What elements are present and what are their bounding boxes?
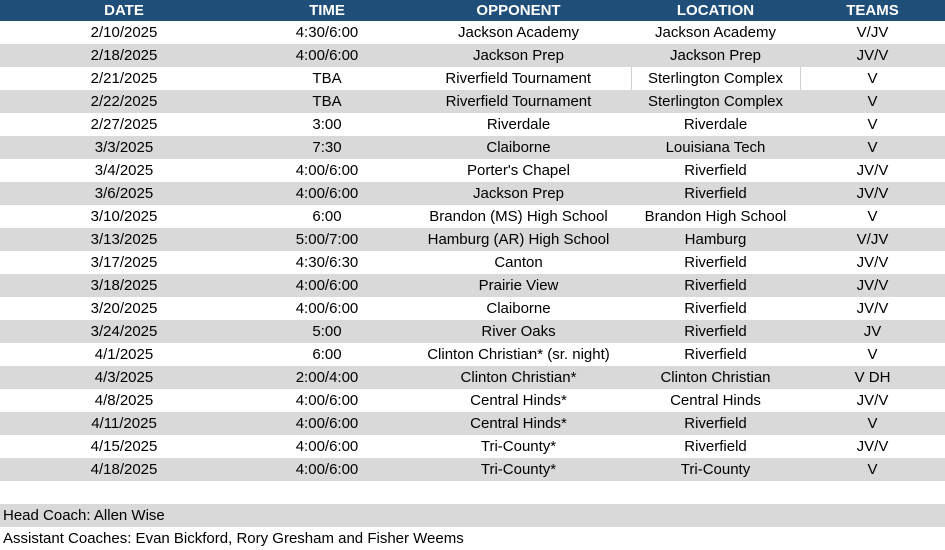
cell-teams: V/JV <box>856 24 889 41</box>
cell-teams: JV/V <box>856 47 889 64</box>
cell-date: 3/17/2025 <box>90 254 158 271</box>
cell-time: 4:00/6:00 <box>295 461 359 478</box>
cell-date: 3/24/2025 <box>90 323 158 340</box>
cell-time: 4:00/6:00 <box>295 162 359 179</box>
cell-teams: V/JV <box>856 231 889 248</box>
table-row <box>0 113 945 136</box>
cell-date: 4/18/2025 <box>90 461 158 478</box>
table-row <box>0 389 945 412</box>
cell-time: 6:00 <box>312 208 342 225</box>
cell-teams: JV/V <box>856 392 889 409</box>
table-row <box>0 343 945 366</box>
table-row <box>0 366 945 389</box>
cell-teams: V <box>867 461 878 478</box>
cell-date: 2/10/2025 <box>90 24 158 41</box>
cell-teams: V <box>867 415 878 432</box>
cell-opponent: Porter's Chapel <box>467 162 570 179</box>
schedule-rows <box>0 21 945 481</box>
cell-teams: JV/V <box>856 185 889 202</box>
cell-opponent: River Oaks <box>481 323 556 340</box>
cell-location: Riverfield <box>684 254 747 271</box>
table-row <box>0 274 945 297</box>
cell-location: Brandon High School <box>644 208 787 225</box>
cell-location: Riverfield <box>684 438 747 455</box>
cell-teams: JV/V <box>856 162 889 179</box>
cell-time: TBA <box>312 93 342 110</box>
table-row <box>0 297 945 320</box>
cell-opponent: Riverfield Tournament <box>445 93 592 110</box>
cell-time: 5:00/7:00 <box>295 231 359 248</box>
blank-row <box>0 481 945 504</box>
cell-time: 7:30 <box>312 139 342 156</box>
cell-teams: JV/V <box>856 254 889 271</box>
cell-date: 3/10/2025 <box>90 208 158 225</box>
cell-opponent: Clinton Christian* (sr. night) <box>427 346 610 363</box>
cell-time: 5:00 <box>312 323 342 340</box>
cell-location: Riverfield <box>684 162 747 179</box>
cell-location: Clinton Christian <box>660 369 771 386</box>
cell-date: 2/22/2025 <box>90 93 158 110</box>
cell-location: Riverfield <box>684 415 747 432</box>
cell-date: 3/6/2025 <box>94 185 154 202</box>
cell-teams: V <box>867 93 878 110</box>
column-header-date: DATE <box>104 2 144 19</box>
cell-date: 4/8/2025 <box>94 392 154 409</box>
cell-location: Riverfield <box>684 300 747 317</box>
cell-date: 2/18/2025 <box>90 47 158 64</box>
cell-time: 4:00/6:00 <box>295 392 359 409</box>
cell-opponent: Jackson Academy <box>458 24 579 41</box>
head-coach-line: Head Coach: Allen Wise <box>0 504 945 527</box>
cell-date: 3/4/2025 <box>94 162 154 179</box>
cell-date: 4/1/2025 <box>94 346 154 363</box>
cell-teams: V <box>867 116 878 133</box>
cell-location: Hamburg <box>684 231 747 248</box>
cell-opponent: Riverfield Tournament <box>406 67 631 90</box>
cell-time: 4:00/6:00 <box>295 47 359 64</box>
cell-time: 4:00/6:00 <box>295 438 359 455</box>
table-row <box>0 412 945 435</box>
cell-date: 2/21/2025 <box>90 70 158 87</box>
cell-location: Jackson Prep <box>670 47 761 64</box>
table-row <box>0 21 945 44</box>
cell-opponent: Canton <box>494 254 543 271</box>
cell-date: 4/3/2025 <box>94 369 154 386</box>
assistant-coaches-line: Assistant Coaches: Evan Bickford, Rory Gresham and Fisher Weems <box>3 530 464 547</box>
cell-opponent: Prairie View <box>478 277 559 294</box>
cell-time: TBA <box>312 70 342 87</box>
cell-date: 4/15/2025 <box>90 438 158 455</box>
table-row <box>0 435 945 458</box>
cell-opponent: Central Hinds* <box>470 392 567 409</box>
cell-location: Sterlington Complex <box>631 67 800 90</box>
cell-opponent: Claiborne <box>486 139 551 156</box>
cell-time: 4:30/6:30 <box>295 254 359 271</box>
cell-date: 4/11/2025 <box>91 415 157 432</box>
cell-opponent: Tri-County* <box>480 461 557 478</box>
cell-teams: V <box>867 208 878 225</box>
cell-teams: JV/V <box>856 438 889 455</box>
cell-opponent: Jackson Prep <box>473 47 564 64</box>
cell-teams: JV/V <box>856 300 889 317</box>
cell-date: 3/13/2025 <box>90 231 158 248</box>
cell-time: 4:00/6:00 <box>295 277 359 294</box>
cell-time: 4:00/6:00 <box>295 185 359 202</box>
table-row <box>0 458 945 481</box>
cell-time: 4:30/6:00 <box>295 24 359 41</box>
table-row <box>0 320 945 343</box>
cell-location: Riverdale <box>683 116 748 133</box>
cell-teams: V <box>800 67 945 90</box>
table-row <box>0 67 945 90</box>
column-header-opponent: OPPONENT <box>476 2 561 19</box>
cell-location: Sterlington Complex <box>647 93 784 110</box>
cell-location: Riverfield <box>684 277 747 294</box>
cell-opponent: Central Hinds* <box>470 415 567 432</box>
table-row <box>0 182 945 205</box>
cell-time: 3:00 <box>312 116 342 133</box>
cell-date: 2/27/2025 <box>90 116 158 133</box>
cell-opponent: Riverdale <box>486 116 551 133</box>
column-header-time: TIME <box>309 2 345 19</box>
table-row <box>0 159 945 182</box>
cell-teams: JV/V <box>856 277 889 294</box>
cell-location: Louisiana Tech <box>665 139 766 156</box>
cell-opponent: Tri-County* <box>480 438 557 455</box>
cell-location: Tri-County <box>680 461 751 478</box>
cell-opponent: Clinton Christian* <box>460 369 577 386</box>
column-header-teams: TEAMS <box>846 2 899 19</box>
cell-date: 3/20/2025 <box>90 300 158 317</box>
cell-teams: V <box>867 139 878 156</box>
cell-date: 3/18/2025 <box>90 277 158 294</box>
table-row <box>0 205 945 228</box>
header-row <box>0 0 945 21</box>
column-header-location: LOCATION <box>676 2 755 19</box>
cell-teams: V DH <box>854 369 891 386</box>
cell-opponent: Hamburg (AR) High School <box>427 231 610 248</box>
cell-opponent: Claiborne <box>486 300 551 317</box>
cell-location: Central Hinds <box>670 392 761 409</box>
table-row <box>0 44 945 67</box>
cell-date: 3/3/2025 <box>94 139 154 156</box>
cell-teams: V <box>867 346 878 363</box>
table-row <box>0 251 945 274</box>
table-row <box>0 90 945 113</box>
cell-teams: JV <box>863 323 882 340</box>
cell-location: Riverfield <box>684 185 747 202</box>
table-row <box>0 228 945 251</box>
cell-location: Riverfield <box>684 323 747 340</box>
cell-time: 6:00 <box>312 346 342 363</box>
table-row <box>0 136 945 159</box>
cell-opponent: Brandon (MS) High School <box>429 208 608 225</box>
cell-location: Riverfield <box>684 346 747 363</box>
cell-time: 4:00/6:00 <box>295 300 359 317</box>
cell-location: Jackson Academy <box>655 24 776 41</box>
cell-opponent: Jackson Prep <box>473 185 564 202</box>
cell-time: 2:00/4:00 <box>295 369 359 386</box>
cell-time: 4:00/6:00 <box>295 415 359 432</box>
